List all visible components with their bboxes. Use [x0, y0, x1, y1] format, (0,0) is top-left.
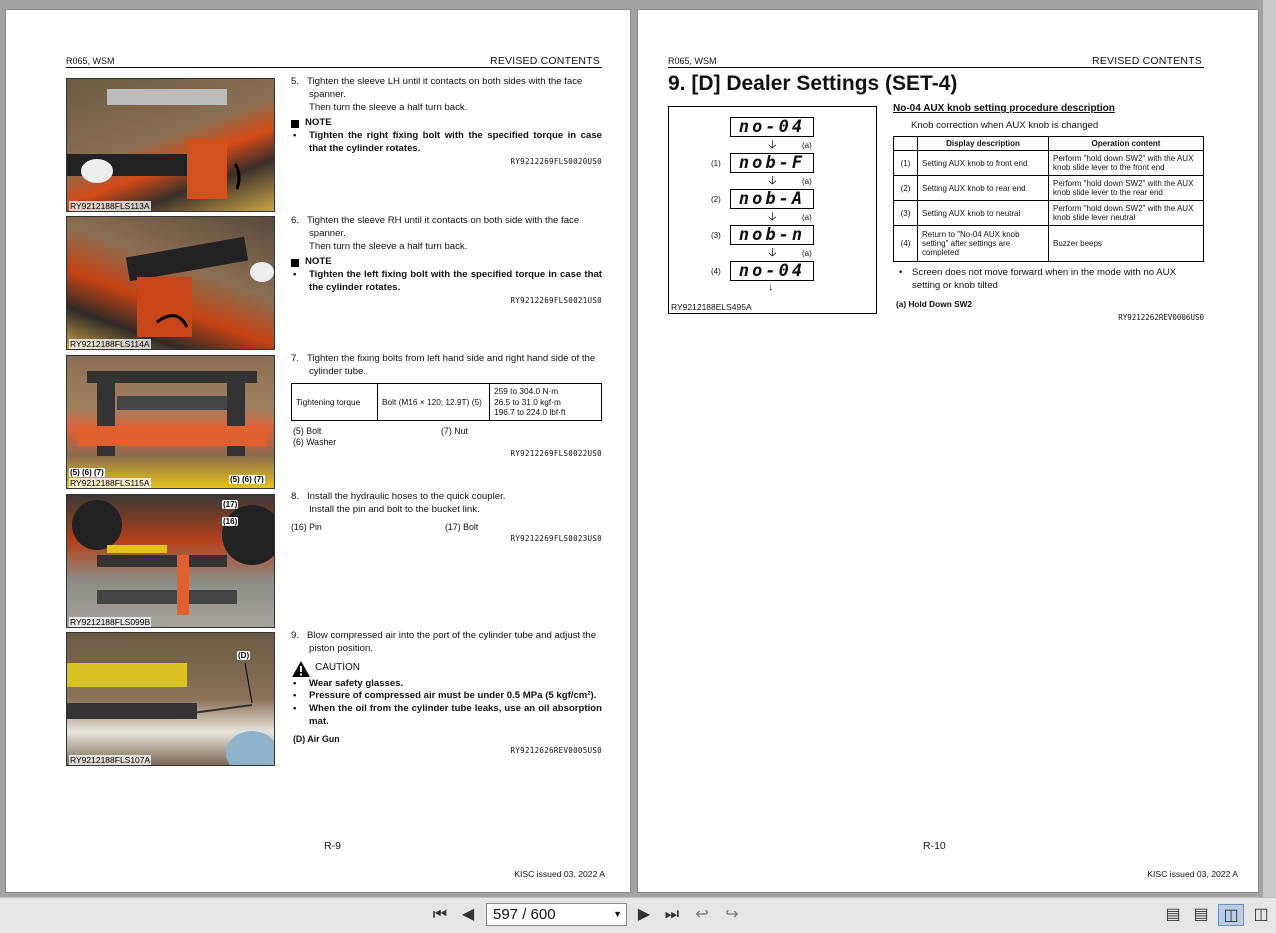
page-number: R-10	[923, 840, 946, 852]
torque-table	[291, 383, 602, 421]
label-3: (3)	[711, 231, 721, 240]
step-text: Install the hydraulic hoses to the quick coupler.	[307, 491, 506, 502]
photo-sleeve-lh	[66, 78, 275, 212]
step-number: 6.	[291, 215, 300, 226]
caution-bullet: • When the oil from the cylinder tube leaks, use an oil absorption mat.	[291, 703, 602, 729]
doc-code: RY9212262REV0006US0	[1118, 313, 1204, 322]
torque-item: Bolt (M16 × 120; 12.9T) (5)	[378, 384, 490, 421]
continuous-view-icon[interactable]: ▤	[1193, 906, 1209, 923]
step-7	[291, 353, 602, 379]
two-page-continuous-view-icon[interactable]: ◫	[1253, 906, 1269, 923]
page-number: R-9	[324, 840, 341, 852]
note-heading: NOTE	[291, 117, 602, 130]
procedure-intro: Knob correction when AUX knob is changed	[911, 120, 1099, 131]
torque-label: Tightening torque	[292, 384, 378, 421]
table-header: Display description	[918, 137, 1049, 151]
step-number: 9.	[291, 630, 300, 641]
page-r10	[637, 9, 1259, 893]
doc-code: RY9212626REV0005US0	[510, 745, 602, 755]
warning-icon	[291, 660, 311, 678]
table-row: (1) Setting AUX knob to front end Perform "hold down SW2" with the AUX knob slide lever to the front end	[894, 151, 1204, 176]
legend-item: (a) Hold Down SW2	[896, 299, 973, 309]
step-text: Tighten the fixing bolts from left hand side and right hand side of the cylinder tube.	[307, 353, 596, 377]
previous-page-button[interactable]: ◀	[461, 906, 475, 923]
legend-item: (17) Bolt	[445, 521, 479, 532]
photo-air-gun	[66, 632, 275, 766]
caution-bullet: • Wear safety glasses.	[291, 678, 602, 691]
callout: (16)	[223, 517, 238, 526]
photo-caption: RY9212188FLS113A	[70, 201, 150, 211]
label-a: (a)	[802, 141, 812, 150]
header-rule	[66, 67, 602, 68]
step-9	[291, 630, 602, 758]
legend-item: (6) Washer	[293, 437, 337, 447]
note-heading: NOTE	[291, 256, 602, 269]
photo-illustration	[67, 79, 275, 212]
step-6	[291, 215, 602, 308]
page-header-left: R065, WSM	[66, 56, 115, 66]
page-footer: KISC issued 03, 2022 A	[514, 869, 605, 879]
vertical-scrollbar[interactable]	[1263, 0, 1276, 897]
step-text: Tighten the sleeve RH until it contacts on both side with the face spanner.	[307, 215, 580, 239]
section-title: 9. [D] Dealer Settings (SET-4)	[668, 72, 958, 95]
step-text: Tighten the sleeve LH until it contacts on both sides with the face spanner.	[307, 76, 583, 100]
table-row: (4) Return to "No-04 AUX knob setting" after settings are completed Buzzer beeps	[894, 226, 1204, 262]
settings-table	[893, 136, 1204, 262]
doc-code: RY9212269FLS0020US0	[510, 156, 602, 166]
lcd-display: no-04	[730, 261, 814, 281]
back-view-icon[interactable]: ↩	[695, 906, 709, 923]
page-r9	[5, 9, 631, 893]
photo-hoses	[66, 494, 275, 628]
callout: (D)	[238, 651, 250, 660]
lcd-display: no-04	[730, 117, 814, 137]
label-a: (a)	[802, 213, 812, 222]
step-5	[291, 76, 602, 169]
doc-code: RY9212269FLS0021US0	[510, 295, 602, 305]
page-header-right: REVISED CONTENTS	[1092, 55, 1202, 67]
procedure-subtitle: No-04 AUX knob setting procedure description	[893, 103, 1115, 114]
photo-caption: RY9212188FLS114A	[70, 339, 150, 349]
arrow-down-icon: 🡣	[768, 209, 777, 223]
label-a: (a)	[802, 177, 812, 186]
step-text: Blow compressed air into the port of the cylinder tube and adjust the piston position.	[307, 630, 597, 654]
photo-caption: RY9212188FLS115A	[70, 478, 150, 488]
page-number-input[interactable]: 597 / 600 ▼	[486, 903, 627, 926]
arrow-down-icon: 🡣	[768, 245, 777, 259]
step-7-legend	[291, 426, 602, 461]
last-page-button[interactable]: ⏭	[664, 906, 680, 923]
step-text: Then turn the sleeve a half turn back.	[309, 101, 468, 113]
label-2: (2)	[711, 195, 721, 204]
label-4: (4)	[711, 267, 721, 276]
lcd-display: nob-n	[730, 225, 814, 245]
note-square-icon	[291, 259, 299, 267]
caution-heading: CAUTION	[291, 660, 602, 678]
doc-code: RY9212269FLS0022US0	[510, 449, 602, 458]
caution-bullet: • Pressure of compressed air must be under 0.5 MPa (5 kgf/cm²).	[291, 690, 602, 703]
arrow-down-icon: ↓	[768, 282, 773, 293]
step-number: 7.	[291, 353, 300, 364]
chevron-down-icon[interactable]: ▼	[613, 909, 622, 919]
page-header-left: R065, WSM	[668, 56, 717, 66]
lcd-display: nob-A	[730, 189, 814, 209]
figure-caption: RY9212188ELS495A	[671, 302, 752, 312]
photo-caption: RY9212188FLS107A	[70, 755, 151, 765]
viewer-toolbar	[0, 897, 1276, 933]
arrow-down-icon: 🡣	[768, 137, 777, 151]
step-text: Install the pin and bolt to the bucket link.	[309, 503, 480, 515]
note-bullet: • Screen does not move forward when in the mode with no AUX setting or knob tilted	[899, 267, 1176, 291]
table-header: Operation content	[1049, 137, 1204, 151]
single-page-view-icon[interactable]: ▤	[1165, 906, 1181, 923]
step-number: 8.	[291, 491, 300, 502]
legend-item: (16) Pin	[291, 521, 322, 532]
forward-view-icon[interactable]: ↪	[725, 906, 739, 923]
legend-item: (D) Air Gun	[293, 733, 340, 744]
photo-fixing-bolts	[66, 355, 275, 489]
note-bullet: • Tighten the left fixing bolt with the specified torque in case that the cylinder rotates.	[291, 269, 602, 295]
doc-code: RY9212269FLS0023US0	[510, 533, 602, 543]
display-sequence-figure	[668, 106, 877, 314]
table-row: (2) Setting AUX knob to rear end Perform "hold down SW2" with the AUX knob slide lever to the rear end	[894, 176, 1204, 201]
callout: (5) (6) (7)	[70, 468, 104, 477]
page-footer: KISC issued 03, 2022 A	[1147, 869, 1238, 879]
step-number: 5.	[291, 76, 300, 87]
photo-sleeve-rh	[66, 216, 275, 350]
header-rule	[668, 67, 1204, 68]
torque-values: 259 to 304.0 N·m 26.5 to 31.0 kgf·m 196.7 to 224.0 lbf·ft	[490, 384, 602, 421]
arrow-down-icon: 🡣	[768, 173, 777, 187]
table-row: (3) Setting AUX knob to neutral Perform "hold down SW2" with the AUX knob slide lever neutral	[894, 201, 1204, 226]
step-text: Then turn the sleeve a half turn back.	[309, 240, 468, 252]
step-8	[291, 491, 602, 545]
note-square-icon	[291, 120, 299, 128]
legend-item: (5) Bolt	[293, 426, 322, 436]
lcd-display: nob-F	[730, 153, 814, 173]
note-bullet: • Tighten the right fixing bolt with the specified torque in case that the cylinder rotates.	[291, 130, 602, 156]
legend-item: (7) Nut	[441, 426, 468, 436]
next-page-button[interactable]: ▶	[637, 906, 651, 923]
photo-caption: RY9212188FLS099B	[70, 617, 151, 627]
first-page-button[interactable]: ⏮	[432, 906, 448, 923]
two-page-view-icon[interactable]: ◫	[1218, 904, 1244, 926]
label-a: (a)	[802, 249, 812, 258]
callout: (5) (6) (7)	[230, 475, 264, 484]
label-1: (1)	[711, 159, 721, 168]
page-header-right: REVISED CONTENTS	[490, 55, 600, 67]
callout: (17)	[223, 500, 238, 509]
